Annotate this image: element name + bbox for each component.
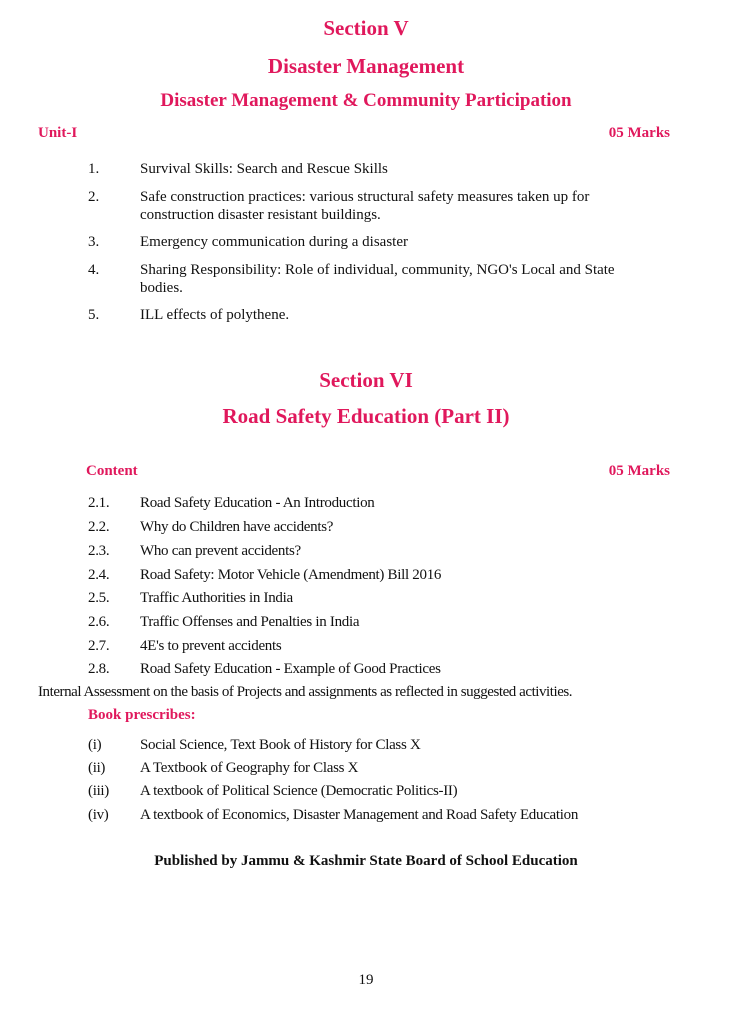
list-item bbox=[88, 261, 698, 297]
item-text: Who can prevent accidents? bbox=[140, 543, 301, 559]
item-number: 4. bbox=[88, 262, 100, 278]
item-text: A textbook of Economics, Disaster Management and Road Safety Education bbox=[140, 807, 579, 823]
item-text: Emergency communication during a disaster bbox=[140, 234, 408, 250]
item-number: (ii) bbox=[88, 760, 106, 776]
item-number: 2.7. bbox=[88, 638, 110, 654]
item-number: 3. bbox=[88, 234, 100, 250]
page-number: 19 bbox=[358, 972, 374, 988]
item-text: Road Safety: Motor Vehicle (Amendment) Bill 2016 bbox=[140, 567, 442, 583]
item-text: A Textbook of Geography for Class X bbox=[140, 760, 359, 776]
assessment-note: Internal Assessment on the basis of Projects and assignments as reflected in suggested activities. bbox=[38, 684, 573, 700]
item-text: Road Safety Education - Example of Good Practices bbox=[140, 661, 441, 677]
section-vi-title: Section VI bbox=[319, 368, 413, 392]
item-number: 2.5. bbox=[88, 590, 110, 606]
item-text: Traffic Offenses and Penalties in India bbox=[140, 614, 360, 630]
item-text: ILL effects of polythene. bbox=[140, 307, 290, 323]
publisher-line: Published by Jammu & Kashmir State Board of School Education bbox=[154, 853, 578, 869]
item-number: 5. bbox=[88, 307, 100, 323]
item-text: Survival Skills: Search and Rescue Skills bbox=[140, 161, 388, 177]
item-number: 2.1. bbox=[88, 495, 110, 511]
unit-label: Unit-I bbox=[38, 125, 78, 141]
item-text: Traffic Authorities in India bbox=[140, 590, 293, 606]
item-number: 2.6. bbox=[88, 614, 110, 630]
item-number: (iv) bbox=[88, 807, 109, 823]
item-text: Road Safety Education - An Introduction bbox=[140, 495, 375, 511]
list-item bbox=[88, 188, 688, 224]
book-prescribes-label: Book prescribes: bbox=[88, 707, 196, 723]
item-number: 2.2. bbox=[88, 519, 110, 535]
community-participation-heading: Disaster Management & Community Participation bbox=[160, 90, 572, 111]
disaster-management-heading: Disaster Management bbox=[267, 54, 465, 78]
item-text: 4E's to prevent accidents bbox=[140, 638, 282, 654]
item-text: Social Science, Text Book of History for Class X bbox=[140, 737, 421, 753]
unit-marks: 05 Marks bbox=[608, 125, 670, 141]
item-number: 2. bbox=[88, 189, 100, 205]
item-text: Sharing Responsibility: Role of individual, community, NGO's Local and State bbox=[140, 262, 615, 278]
item-number: (iii) bbox=[88, 783, 109, 799]
road-safety-heading: Road Safety Education (Part II) bbox=[222, 404, 510, 428]
item-number: 2.3. bbox=[88, 543, 110, 559]
section-v-title: Section V bbox=[323, 16, 409, 40]
item-text: Safe construction practices: various structural safety measures taken up for bbox=[140, 189, 590, 205]
item-number: 2.4. bbox=[88, 567, 110, 583]
item-number: 2.8. bbox=[88, 661, 110, 677]
item-number: 1. bbox=[88, 161, 100, 177]
item-text: Why do Children have accidents? bbox=[140, 519, 334, 535]
content-label: Content bbox=[86, 463, 138, 479]
item-text: A textbook of Political Science (Democratic Politics-II) bbox=[140, 783, 458, 799]
content-marks: 05 Marks bbox=[608, 463, 670, 479]
item-text-continued: bodies. bbox=[140, 280, 183, 296]
item-text-continued: construction disaster resistant buildings. bbox=[140, 207, 381, 223]
item-number: (i) bbox=[88, 737, 102, 753]
